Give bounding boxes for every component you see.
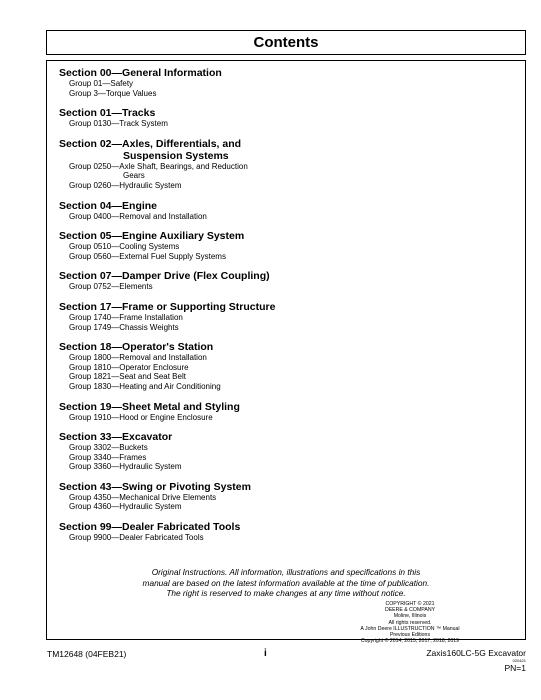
publication-notice [107, 567, 465, 599]
group-line: Group 0130—Track System [69, 119, 168, 129]
group-line: Group 0560—External Fuel Supply Systems [69, 251, 226, 261]
section-title [59, 521, 479, 533]
section-entry [59, 341, 479, 391]
section-entry [59, 67, 479, 98]
group-entry [59, 453, 479, 463]
group-line: Group 3302—Buckets [69, 443, 148, 453]
group-line: Group 3340—Frames [69, 452, 147, 462]
group-line: Group 1810—Operator Enclosure [69, 362, 189, 372]
group-entry [59, 252, 479, 262]
group-entry [59, 533, 479, 543]
section-entry [59, 521, 479, 543]
pn-label: PN=1 [504, 663, 526, 673]
section-title [59, 200, 479, 212]
group-entry [59, 282, 479, 292]
page-number: i [264, 648, 267, 659]
group-entry [59, 79, 479, 89]
copyright-line: All rights reserved. [388, 619, 432, 626]
section-entry [59, 431, 479, 472]
group-line: Group 3—Torque Values [69, 88, 157, 98]
group-entry [59, 323, 479, 333]
contents-box [46, 60, 526, 645]
model-name: Zaxis160LC-5G Excavator [426, 648, 526, 658]
group-entry [59, 313, 479, 323]
section-title [59, 301, 479, 313]
section-entry [59, 481, 479, 512]
group-entry [59, 119, 479, 129]
section-title-line: Section 99—Dealer Fabricated Tools [59, 521, 241, 534]
group-entry [59, 372, 479, 382]
section-title [59, 431, 479, 443]
group-entry [59, 363, 479, 373]
group-entry [59, 502, 479, 512]
group-line: Group 0260—Hydraulic System [69, 180, 182, 190]
group-line: Gears [123, 171, 145, 181]
section-title [59, 481, 479, 493]
section-title-line: Section 43—Swing or Pivoting System [59, 480, 251, 493]
group-line: Group 1800—Removal and Installation [69, 353, 207, 363]
section-title-line: Section 02—Axles, Differentials, and [59, 137, 242, 150]
section-title [59, 230, 479, 242]
group-line: Group 0752—Elements [69, 282, 153, 292]
group-line: Group 0510—Cooling Systems [69, 242, 180, 252]
title-box [46, 30, 526, 55]
group-entry [59, 242, 479, 252]
page-title: Contents [253, 34, 319, 51]
group-entry [59, 181, 479, 191]
group-line: Group 01—Safety [69, 79, 134, 88]
group-line: Group 4350—Mechanical Drive Elements [69, 492, 217, 502]
group-entry [59, 443, 479, 453]
group-line: Group 1740—Frame Installation [69, 312, 183, 322]
group-line: Group 1830—Heating and Air Conditioning [69, 381, 221, 391]
section-entry [59, 200, 479, 222]
section-entry [59, 301, 479, 332]
notice-line: Original Instructions. All information, illustrations and specifications in this [151, 567, 421, 577]
group-entry [59, 212, 479, 222]
group-line: Group 9900—Dealer Fabricated Tools [69, 533, 204, 543]
group-line: Group 0400—Removal and Installation [69, 211, 207, 221]
section-title-line: Section 04—Engine [59, 199, 158, 212]
notice-line: manual are based on the latest information available at the time of publication. [142, 577, 430, 588]
section-entry [59, 138, 479, 191]
section-title-line: Section 18—Operator's Station [59, 341, 214, 354]
group-entry [59, 413, 479, 423]
section-entry [59, 107, 479, 129]
copyright-block [335, 601, 485, 644]
section-title-line: Section 05—Engine Auxiliary System [59, 230, 245, 243]
section-title-line: Section 19—Sheet Metal and Styling [59, 400, 240, 413]
section-title-line: Section 33—Excavator [59, 431, 173, 444]
group-line: Group 1749—Chassis Weights [69, 322, 179, 332]
group-line: Group 1910—Hood or Engine Enclosure [69, 412, 213, 422]
section-title [59, 138, 479, 162]
copyright-line: Copyright © 2014, 2015, 2017, 2018, 2019 [360, 638, 460, 645]
notice-line: The right is reserved to make changes at any time without notice. [166, 588, 406, 598]
section-title [59, 341, 479, 353]
group-line: Group 0250—Axle Shaft, Bearings, and Reduction [69, 161, 248, 171]
section-title [59, 401, 479, 413]
group-line: Group 3360—Hydraulic System [69, 462, 182, 472]
copyright-line: A John Deere ILLUSTRUCTION ™ Manual [360, 625, 460, 632]
footer-right [426, 648, 526, 673]
section-title-line: Suspension Systems [123, 149, 229, 162]
group-line: Group 1821—Seat and Seat Belt [69, 372, 186, 382]
section-title-line: Section 00—General Information [59, 67, 222, 79]
group-entry [59, 89, 479, 99]
group-entry [59, 382, 479, 392]
copyright-line: Moline, Illinois [393, 613, 427, 620]
group-entry [59, 162, 479, 181]
section-title-line: Section 01—Tracks [59, 107, 156, 120]
group-line: Group 4360—Hydraulic System [69, 502, 182, 512]
section-title-line: Section 07—Damper Drive (Flex Coupling) [59, 270, 270, 283]
manual-id: TM12648 (04FEB21) [47, 649, 127, 659]
section-list [59, 67, 479, 552]
copyright-line: COPYRIGHT © 2021 [385, 601, 435, 607]
section-entry [59, 230, 479, 261]
group-entry [59, 462, 479, 472]
section-entry [59, 270, 479, 292]
copyright-line: DEERE & COMPANY [384, 607, 436, 614]
section-title [59, 270, 479, 282]
section-entry [59, 401, 479, 423]
section-title [59, 107, 479, 119]
copyright-line: Previous Editions [389, 632, 431, 639]
group-entry [59, 493, 479, 503]
section-title-line: Section 17—Frame or Supporting Structure [59, 300, 276, 313]
small-code: 020421 [512, 658, 526, 663]
section-title [59, 67, 479, 79]
group-entry [59, 353, 479, 363]
